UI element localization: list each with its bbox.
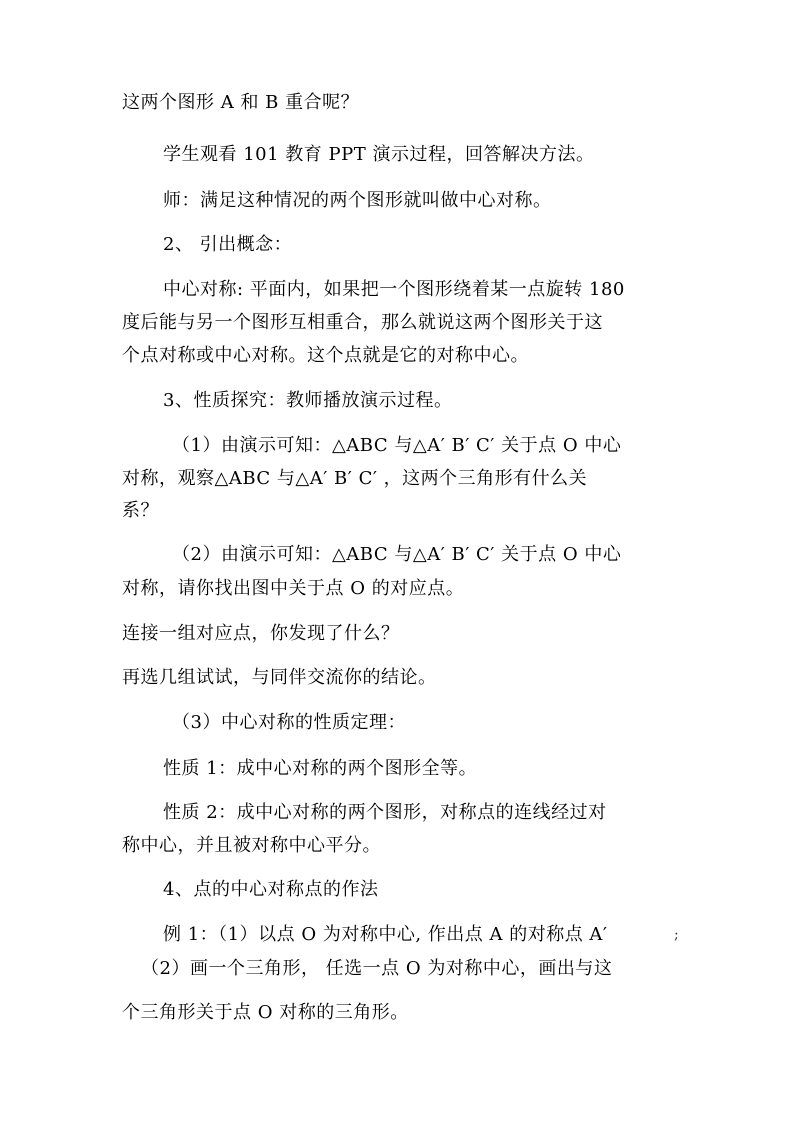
paragraph-line: （2）画一个三角形， 任选一点 O 为对称中心，画出与这 (141, 958, 613, 979)
paragraph-line: （3）中心对称的性质定理： (172, 712, 406, 733)
section-heading: 2、 引出概念： (163, 234, 293, 255)
paragraph-line: 度后能与另一个图形互相重合，那么就说这两个图形关于这 (122, 312, 603, 333)
paragraph-line: 对称，观察△ABC 与△A′ B′ C′ ，这两个三角形有什么关 (122, 468, 588, 489)
paragraph-line: 师：满足这种情况的两个图形就叫做中心对称。 (163, 190, 552, 211)
paragraph-line: 例 1：（1）以点 O 为对称中心, 作出点 A 的对称点 A′ (163, 924, 608, 945)
paragraph-line: 对称，请你找出图中关于点 O 的对应点。 (122, 578, 465, 599)
edge-mark: ; (674, 927, 679, 943)
paragraph-line: 这两个图形 A 和 B 重合呢？ (122, 92, 360, 113)
paragraph-line: 再选几组试试，与同伴交流你的结论。 (122, 667, 437, 688)
section-heading: 4、点的中心对称点的作法 (163, 879, 379, 900)
paragraph-line: （2）由演示可知：△ABC 与△A′ B′ C′ 关于点 O 中心 (172, 544, 622, 565)
paragraph-line: 性质 2：成中心对称的两个图形，对称点的连线经过对 (163, 802, 607, 823)
paragraph-line: 连接一组对应点，你发现了什么？ (122, 623, 400, 644)
paragraph-line: （1）由演示可知：△ABC 与△A′ B′ C′ 关于点 O 中心 (172, 435, 622, 456)
paragraph-line: 系？ (122, 500, 159, 521)
paragraph-line: 个点对称或中心对称。这个点就是它的对称中心。 (122, 345, 529, 366)
paragraph-line: 个三角形关于点 O 对称的三角形。 (122, 1002, 409, 1023)
paragraph-line: 中心对称: 平面内，如果把一个图形绕着某一点旋转 180 (163, 279, 625, 300)
section-heading: 3、性质探究：教师播放演示过程。 (163, 390, 453, 411)
paragraph-line: 称中心，并且被对称中心平分。 (122, 835, 381, 856)
paragraph-line: 性质 1：成中心对称的两个图形全等。 (163, 758, 478, 779)
paragraph-line: 学生观看 101 教育 PPT 演示过程，回答解决方法。 (163, 144, 595, 165)
